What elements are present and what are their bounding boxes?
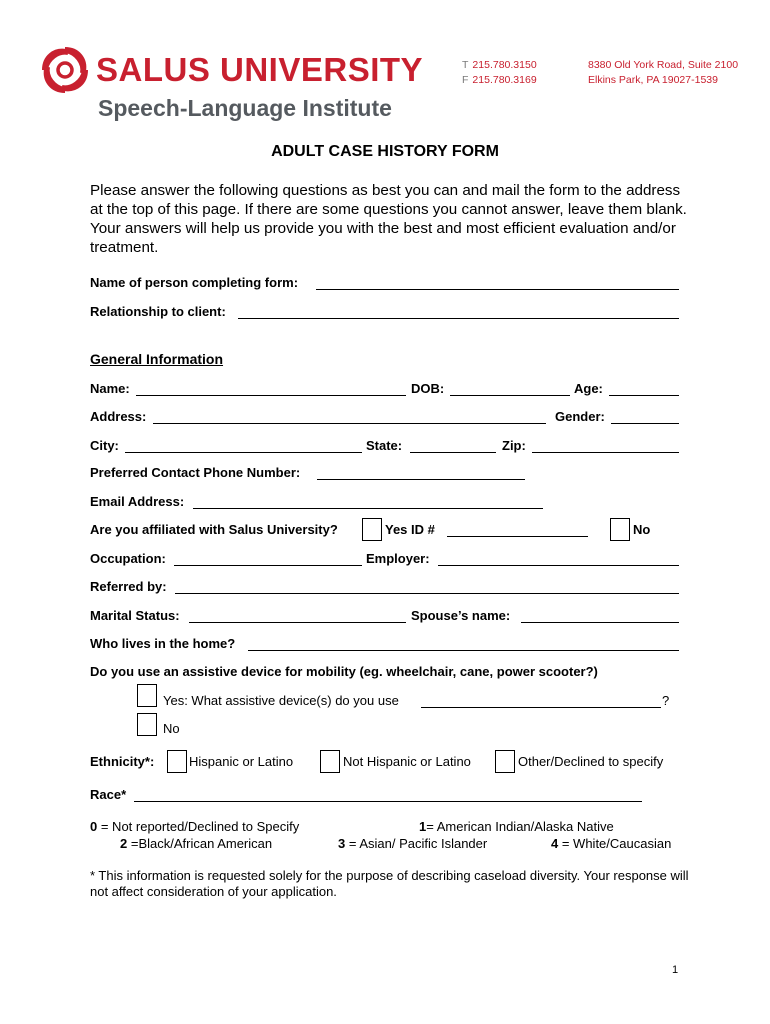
zip-field[interactable]: [532, 439, 679, 453]
marital-field[interactable]: [189, 609, 406, 623]
dob-field[interactable]: [450, 382, 570, 396]
relationship-field[interactable]: [238, 305, 679, 319]
state-field[interactable]: [410, 439, 496, 453]
assistive-no-label: No: [163, 721, 180, 736]
ethnicity-label: Ethnicity*:: [90, 754, 155, 769]
occupation-label: Occupation:: [90, 551, 166, 566]
ethnicity-not-hispanic-checkbox[interactable]: [320, 750, 340, 773]
race-legend-1: [419, 819, 614, 835]
affiliated-no-checkbox[interactable]: [610, 518, 630, 541]
gender-field[interactable]: [611, 410, 679, 424]
ethnicity-other-label: Other/Declined to specify: [518, 754, 664, 769]
city-label: City:: [90, 438, 119, 453]
institute-name: Speech-Language Institute: [98, 95, 392, 121]
employer-label: Employer:: [366, 551, 430, 566]
email-label: Email Address:: [90, 494, 185, 509]
affiliated-yes-label: Yes ID #: [385, 522, 435, 537]
race-legend-4: [551, 836, 671, 852]
race-code-4: 4: [551, 836, 559, 851]
state-label: State:: [366, 438, 403, 453]
race-text-1: = American Indian/Alaska Native: [426, 819, 614, 834]
assistive-device-field[interactable]: [421, 694, 661, 708]
salus-id-field[interactable]: [447, 523, 588, 537]
lives-label: Who lives in the home?: [90, 636, 236, 651]
assistive-yes-checkbox[interactable]: [137, 684, 157, 707]
email-field[interactable]: [193, 495, 543, 509]
phone-number: 215.780.3150: [472, 59, 537, 71]
fax-prefix: F: [462, 74, 469, 86]
page-number: 1: [672, 964, 679, 976]
race-legend-2: [120, 836, 272, 852]
affiliated-label: Are you affiliated with Salus University?: [90, 522, 338, 537]
footnote: * This information is requested solely for the purpose of describing caseload diversity. Your response will not affect consideration of your application.: [90, 868, 689, 899]
ethnicity-other-checkbox[interactable]: [495, 750, 515, 773]
race-text-3: = Asian/ Pacific Islander: [345, 836, 488, 851]
form-intro: Please answer the following questions as best you can and mail the form to the address at the top of this page. If there are some questions you cannot answer, leave them blank. Your answers will help us provide you with the best and most efficient evaluation and/or treatment.: [90, 182, 687, 256]
age-label: Age:: [574, 381, 603, 396]
zip-label: Zip:: [502, 438, 526, 453]
general-info-heading: General Information: [90, 351, 224, 367]
form-title: ADULT CASE HISTORY FORM: [271, 143, 499, 160]
ethnicity-hispanic-checkbox[interactable]: [167, 750, 187, 773]
referred-field[interactable]: [175, 580, 679, 594]
assistive-no-checkbox[interactable]: [137, 713, 157, 736]
dob-label: DOB:: [411, 381, 445, 396]
contact-phone-block: [462, 58, 537, 88]
race-field[interactable]: [134, 788, 642, 802]
race-legend-3: [338, 836, 487, 852]
affiliated-yes-checkbox[interactable]: [362, 518, 382, 541]
spouse-field[interactable]: [521, 609, 679, 623]
race-code-1: 1: [419, 819, 427, 834]
race-label: Race*: [90, 787, 127, 802]
address-line-2: Elkins Park, PA 19027-1539: [588, 74, 718, 86]
employer-field[interactable]: [438, 552, 679, 566]
lives-field[interactable]: [248, 637, 679, 651]
address-line-1: 8380 Old York Road, Suite 2100: [588, 59, 739, 71]
gender-label: Gender:: [555, 409, 605, 424]
race-legend-0: [90, 819, 299, 835]
university-name: SALUS UNIVERSITY: [96, 51, 424, 88]
address-field[interactable]: [153, 410, 546, 424]
person-completing-label: Name of person completing form:: [90, 275, 299, 290]
relationship-label: Relationship to client:: [90, 304, 226, 319]
fax-number: 215.780.3169: [472, 74, 537, 86]
assistive-question: Do you use an assistive device for mobility (eg. wheelchair, cane, power scooter?): [90, 664, 598, 679]
phone-field[interactable]: [317, 466, 525, 480]
person-completing-field[interactable]: [316, 276, 679, 290]
city-field[interactable]: [125, 439, 362, 453]
assistive-yes-label: Yes: What assistive device(s) do you use: [163, 693, 399, 708]
affiliated-no-label: No: [633, 522, 651, 537]
race-code-0: 0: [90, 819, 98, 834]
marital-label: Marital Status:: [90, 608, 180, 623]
assistive-yes-end: ?: [662, 693, 670, 708]
ethnicity-not-hispanic-label: Not Hispanic or Latino: [343, 754, 471, 769]
ethnicity-hispanic-label: Hispanic or Latino: [189, 754, 294, 769]
race-text-4: = White/Caucasian: [558, 836, 672, 851]
occupation-field[interactable]: [174, 552, 362, 566]
address-label: Address:: [90, 409, 147, 424]
name-label: Name:: [90, 381, 130, 396]
salus-logo-icon: [40, 45, 90, 95]
phone-prefix: T: [462, 59, 469, 71]
phone-label: Preferred Contact Phone Number:: [90, 465, 301, 480]
age-field[interactable]: [609, 382, 679, 396]
contact-address-block: [588, 58, 738, 88]
referred-label: Referred by:: [90, 579, 167, 594]
name-field[interactable]: [136, 382, 406, 396]
spouse-label: Spouse’s name:: [411, 608, 511, 623]
race-text-0: = Not reported/Declined to Specify: [97, 819, 300, 834]
race-code-3: 3: [338, 836, 346, 851]
race-text-2: =Black/African American: [127, 836, 273, 851]
race-code-2: 2: [120, 836, 128, 851]
